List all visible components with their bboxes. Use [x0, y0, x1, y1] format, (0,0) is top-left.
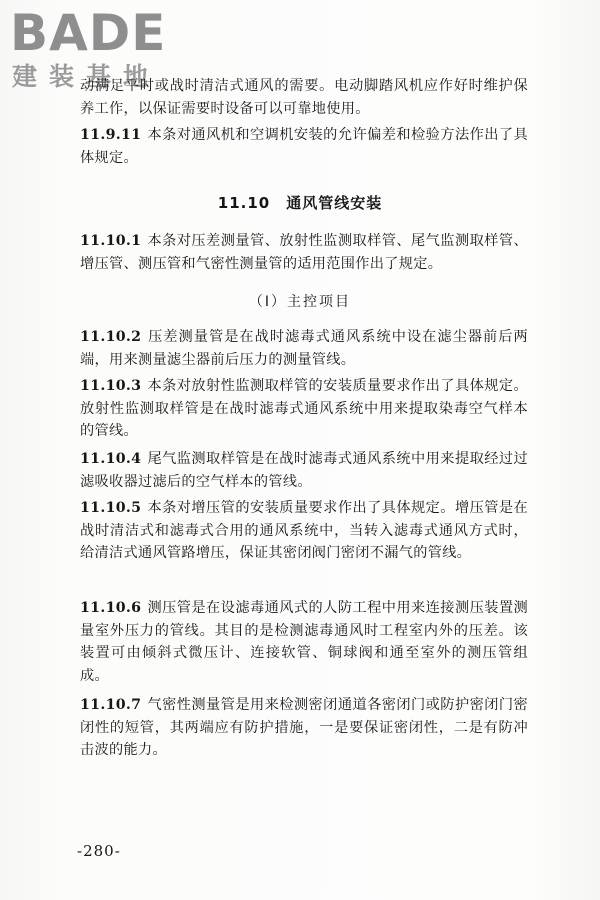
clause-number: 11.10.7: [80, 697, 142, 713]
paragraph-11-10-7: [80, 694, 528, 762]
clause-number: 11.10.2: [80, 329, 142, 345]
paragraph-text: 本条对通风机和空调机安装的允许偏差和检验方法作出了具体规定。: [80, 127, 528, 166]
paragraph-continuation: [80, 75, 528, 120]
logo-subtitle: 建装基地: [12, 62, 161, 91]
paragraph-text: 本条对增压管的安装质量要求作出了具体规定。增压管是在战时清洁式和滤毒式合用的通风系统中，当转入滤毒式通风方式时，给清洁式通风管路增压，保证其密闭阀门密闭不漏气的管线。: [80, 500, 528, 561]
paragraph-11-10-3: [80, 375, 528, 443]
section-title: 11.10 通风管线安装: [217, 194, 383, 212]
subsection-title: （Ⅰ）主控项目: [248, 294, 352, 310]
clause-number: 11.10.1: [80, 233, 142, 249]
paragraph-11-10-6: [80, 597, 528, 687]
clause-number: 11.10.3: [80, 378, 142, 394]
paragraph-text: 本条对放射性监测取样管的安装质量要求作出了具体规定。放射性监测取样管是在战时滤毒式通风系统中用来提取染毒空气样本的管线。: [80, 378, 528, 439]
paragraph-text: 本条对压差测量管、放射性监测取样管、尾气监测取样管、增压管、测压管和气密性测量管的适用范围作出了规定。: [80, 233, 528, 272]
clause-number: 11.9.11: [80, 127, 142, 143]
logo-wordmark: BADE: [10, 4, 167, 62]
clause-number: 11.10.4: [80, 451, 142, 467]
paragraph-text: 压差测量管是在战时滤毒式通风系统中设在滤尘器前后两端，用来测量滤尘器前后压力的测量管线。: [80, 329, 528, 368]
paragraph-11-9-11: [80, 124, 528, 169]
paragraph-text: 测压管是在设滤毒通风式的人防工程中用来连接测压装置测量室外压力的管线。其目的是检测滤毒通风时工程室内外的压差。该装置可由倾斜式微压计、连接软管、铜球阀和通至室外的测压管组成。: [80, 600, 528, 684]
paragraph-text: 动满足平时或战时清洁式通风的需要。电动脚踏风机应作好时维护保养工作，以保证需要时设备可以可靠地使用。: [80, 78, 528, 117]
clause-number: 11.10.6: [80, 600, 142, 616]
paragraph-11-10-1: [80, 230, 528, 275]
paragraph-11-10-5: [80, 497, 528, 565]
page-number: -280-: [77, 842, 121, 860]
paragraph-text: 气密性测量管是用来检测密闭通道各密闭门或防护密闭门密闭性的短管，其两端应有防护措施，一是要保证密闭性，二是有防冲击波的能力。: [80, 697, 528, 758]
paragraph-text: 尾气监测取样管是在战时滤毒式通风系统中用来提取经过过滤吸收器过滤后的空气样本的管线。: [80, 451, 528, 490]
paragraph-11-10-4: [80, 448, 528, 493]
clause-number: 11.10.5: [80, 500, 142, 516]
paragraph-11-10-2: [80, 326, 528, 371]
